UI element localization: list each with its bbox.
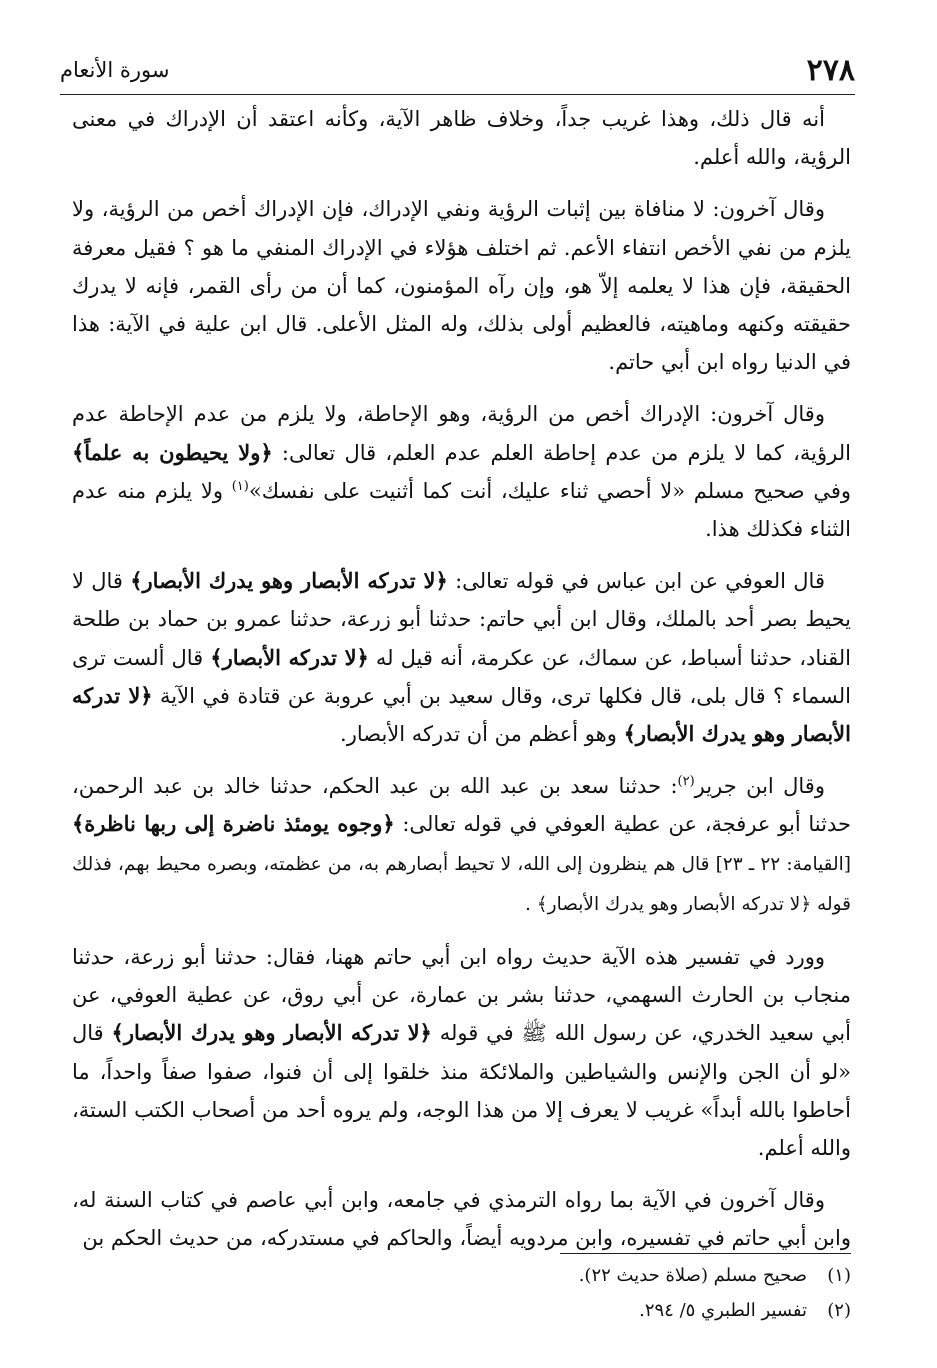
- quran-verse: ﴿لا تدركه الأبصار وهو يدرك الأبصار﴾: [72, 682, 851, 747]
- paragraph-2: [72, 190, 851, 381]
- paragraph-5: [72, 767, 851, 924]
- paragraph-7: [72, 1181, 851, 1257]
- page-number: ٢٧٨: [806, 52, 855, 88]
- page-body: [72, 100, 851, 1272]
- footnote-number: (١): [827, 1265, 851, 1286]
- paragraph-text: وفي صحيح مسلم «لا أحصي ثناء عليك، أنت كما أثنيت على نفسك»: [248, 478, 852, 503]
- paragraph-text: قال «لو أن الجن والإنس والشياطين والملائكة منذ خلقوا إلى أن فنوا، صفوا صفاً واحداً، ما أحاطوا بالله أبداً» غريب لا يعرف إلا من هذا الوجه، ولم يروه أحد من أصحاب الكتب الستة، والله أعلم.: [72, 1021, 851, 1161]
- paragraph-1: [72, 100, 851, 176]
- paragraph-text: قال العوفي عن ابن عباس في قوله تعالى:: [455, 569, 825, 594]
- paragraph-text: وهو أعظم من أن تدركه الأبصار.: [340, 722, 617, 747]
- paragraph-text: وقال آخرون في الآية بما رواه الترمذي في جامعه، وابن أبي عاصم في كتاب السنة له، وابن أبي حاتم في تفسيره، وابن مردويه أيضاً، والحاكم في مستدركه، من حديث الحكم بن: [72, 1188, 851, 1251]
- paragraph-text: وقال آخرون: لا منافاة بين إثبات الرؤية ونفي الإدراك، فإن الإدراك أخص من الرؤية، ولا يلزم من نفي الأخص انتفاء الأعم. ثم اختلف هؤلاء في الإدراك المنفي ما هو ؟ فقيل معرفة الحقيقة، فإن هذا لا يعلمه إلاّ هو، وإن رآه المؤمنون، كما أن من رأى القمر، فإنه لا يدرك حقيقته وكنهه وماهيته، فالعظيم أولى بذلك، وله المثل الأعلى. قال ابن علية في الآية: هذا في الدنيا رواه ابن أبي حاتم.: [72, 197, 851, 375]
- footnote-item: [471, 1293, 851, 1328]
- paragraph-text: ولا يلزم منه عدم الثناء فكذلك هذا.: [72, 478, 851, 542]
- quran-verse: ﴿وجوه يومئذ ناضرة إلى ربها ناظرة﴾: [72, 811, 395, 837]
- paragraph-text: أنه قال ذلك، وهذا غريب جداً، وخلاف ظاهر الآية، وكأنه اعتقد أن الإدراك في معنى الرؤية، والله أعلم.: [72, 107, 851, 170]
- page-header: [60, 50, 855, 90]
- paragraph-text: قال لا يحيط بصر أحد بالملك، وقال ابن أبي حاتم: حدثنا أبو زرعة، حدثنا عمرو بن حماد بن طلحة القناد، حدثنا أسباط، عن سماك، عن عكرمة، أنه قيل له: [72, 569, 851, 670]
- header-divider: [60, 94, 855, 95]
- quran-verse: ﴿لا تدركه الأبصار﴾: [210, 644, 369, 670]
- footnotes: [471, 1258, 851, 1328]
- footnote-divider: [560, 1253, 851, 1254]
- footnote-text: صحيح مسلم (صلاة حديث ٢٢).: [578, 1265, 807, 1286]
- quran-verse: ﴿لا تدركه الأبصار وهو يدرك الأبصار﴾: [130, 568, 448, 594]
- paragraph-text: وقال ابن جرير: [694, 774, 825, 799]
- paragraph-text: [القيامة: ٢٢ ـ ٢٣] قال هم ينظرون إلى الله، لا تحيط أبصارهم به، من عظمته، وبصره محيط بهم، فذلك قوله ﴿لا تدركه الأبصار وهو يدرك الأبصار﴾ .: [72, 853, 852, 915]
- footnote-ref: (٢): [677, 774, 695, 790]
- paragraph-4: [72, 562, 851, 753]
- paragraph-3: [72, 395, 851, 548]
- quran-verse: ﴿ولا يحيطون به علماً﴾: [72, 439, 273, 465]
- paragraph-6: [72, 938, 851, 1167]
- footnote-number: (٢): [827, 1300, 851, 1321]
- quran-verse: ﴿لا تدركه الأبصار وهو يدرك الأبصار﴾: [111, 1020, 432, 1046]
- chapter-title: سورة الأنعام: [60, 58, 170, 82]
- paragraph-text: : حدثنا سعد بن عبد الله بن عبد الحكم، حدثنا خالد بن عبد الرحمن، حدثنا أبو عرفجة، عن عطية العوفي في قوله تعالى:: [72, 774, 851, 837]
- footnote-text: تفسير الطبري ٥/ ٢٩٤.: [639, 1300, 807, 1321]
- paragraph-text: وقال آخرون: الإدراك أخص من الرؤية، وهو الإحاطة، ولا يلزم من عدم الإحاطة عدم الرؤية، كما لا يلزم من عدم إحاطة العلم عدم العلم، قال تعالى:: [72, 402, 851, 465]
- paragraph-text: قال ألست ترى السماء ؟ قال بلى، قال فكلها ترى، وقال سعيد بن أبي عروبة عن قتادة في الآية: [72, 645, 851, 708]
- paragraph-text: وورد في تفسير هذه الآية حديث رواه ابن أبي حاتم ههنا، فقال: حدثنا أبو زرعة، حدثنا منجاب بن الحارث السهمي، حدثنا بشر بن عمارة، عن أبي روق، عن عطية العوفي، عن أبي سعيد الخدري، عن رسول الله ﷺ في قوله: [72, 945, 851, 1046]
- footnote-item: [471, 1258, 851, 1293]
- footnote-ref: (١): [231, 478, 249, 494]
